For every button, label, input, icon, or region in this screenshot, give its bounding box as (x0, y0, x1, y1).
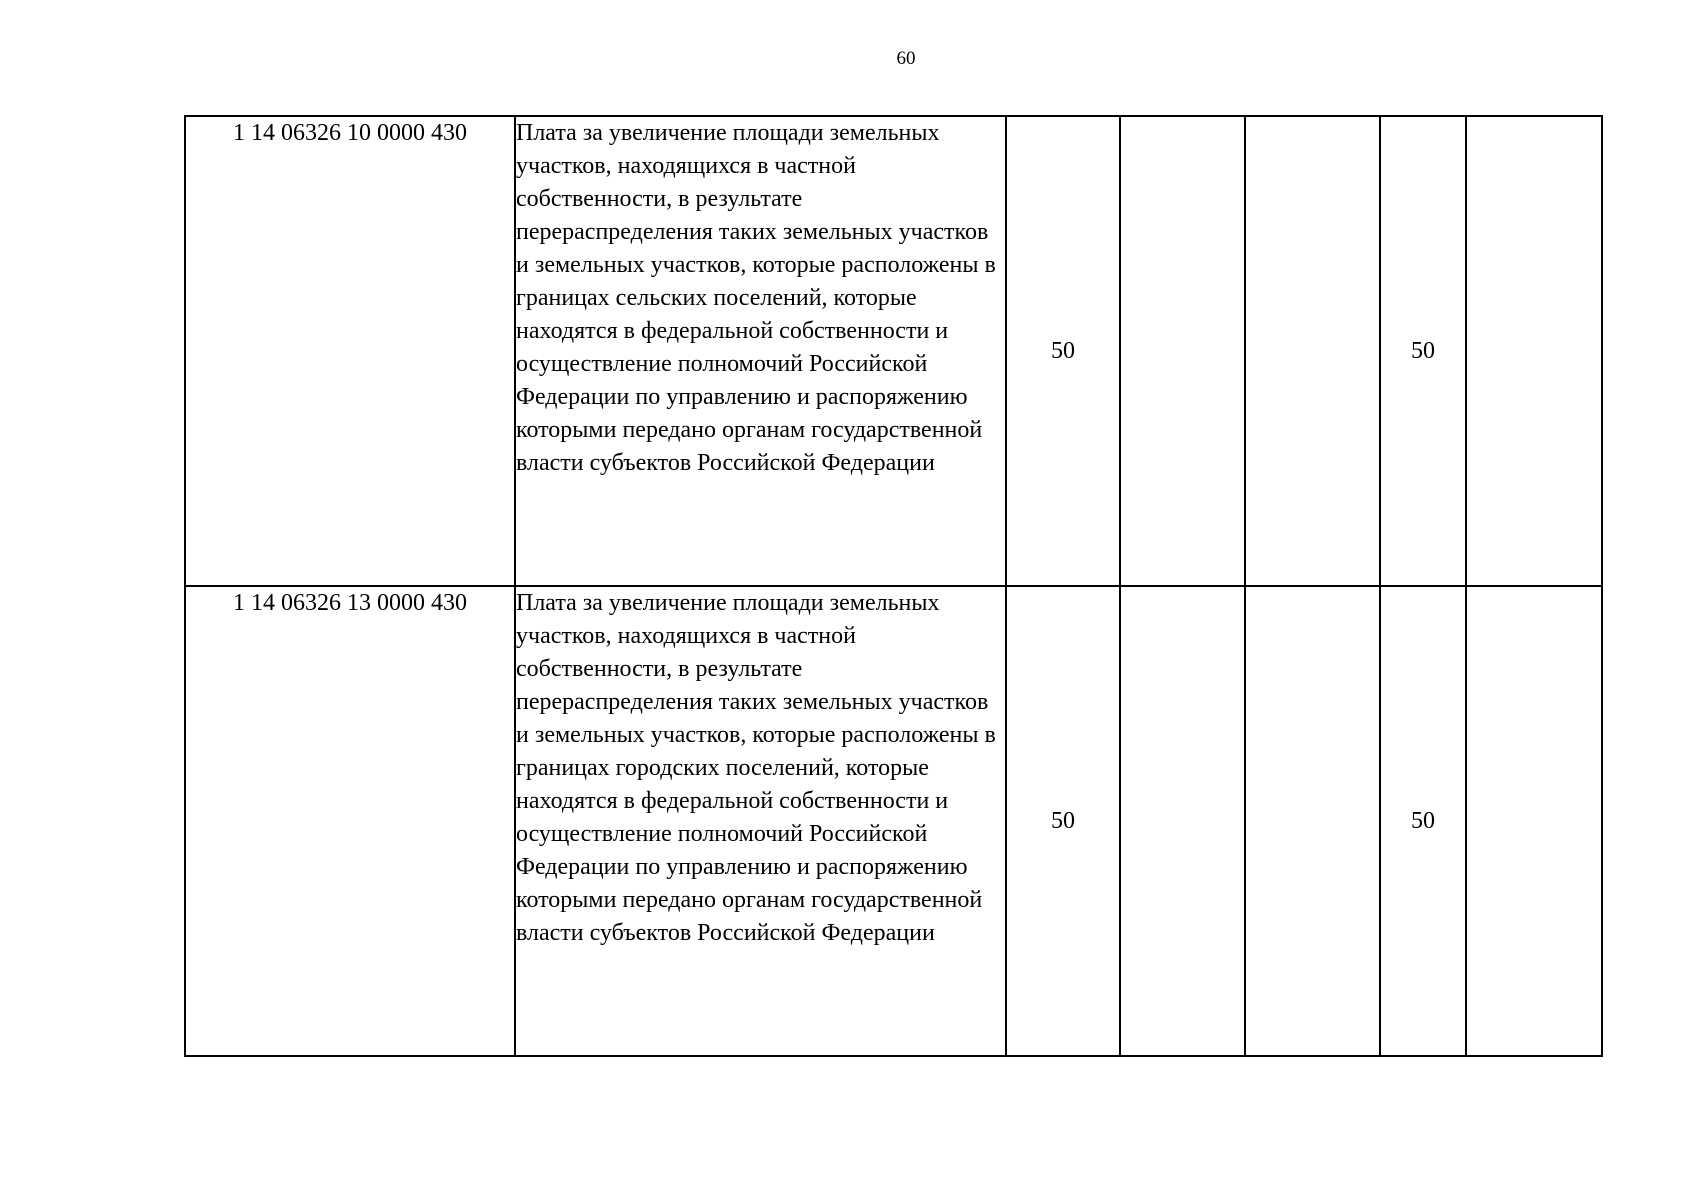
value-cell-6: 50 (1380, 586, 1466, 1056)
page-number: 60 (896, 48, 916, 69)
value-cell-7 (1466, 116, 1602, 586)
budget-code-cell: 1 14 06326 10 0000 430 (185, 116, 515, 586)
description-cell: Плата за увеличение площади земельных участков, находящихся в частной собственности, в результате перераспределения таких земельных участков и земельных участков, которые расположены в границах сельских поселений, которые находятся в федеральной собственности и осуществление полномочий Российской Федерации по управлению и распоряжению которыми передано органам государственной власти субъектов Российской Федерации (515, 116, 1006, 586)
value-cell-6: 50 (1380, 116, 1466, 586)
value-cell-5 (1245, 586, 1380, 1056)
value-cell-4 (1120, 116, 1245, 586)
value-cell-4 (1120, 586, 1245, 1056)
value-cell-7 (1466, 586, 1602, 1056)
budget-code-cell: 1 14 06326 13 0000 430 (185, 586, 515, 1056)
table-row (185, 586, 1602, 1056)
value-cell-5 (1245, 116, 1380, 586)
value-cell-3: 50 (1006, 586, 1120, 1056)
revenue-table (184, 115, 1603, 1057)
table-row (185, 116, 1602, 586)
value-cell-3: 50 (1006, 116, 1120, 586)
description-cell: Плата за увеличение площади земельных участков, находящихся в частной собственности, в результате перераспределения таких земельных участков и земельных участков, которые расположены в границах городских поселений, которые находятся в федеральной собственности и осуществление полномочий Российской Федерации по управлению и распоряжению которыми передано органам государственной власти субъектов Российской Федерации (515, 586, 1006, 1056)
